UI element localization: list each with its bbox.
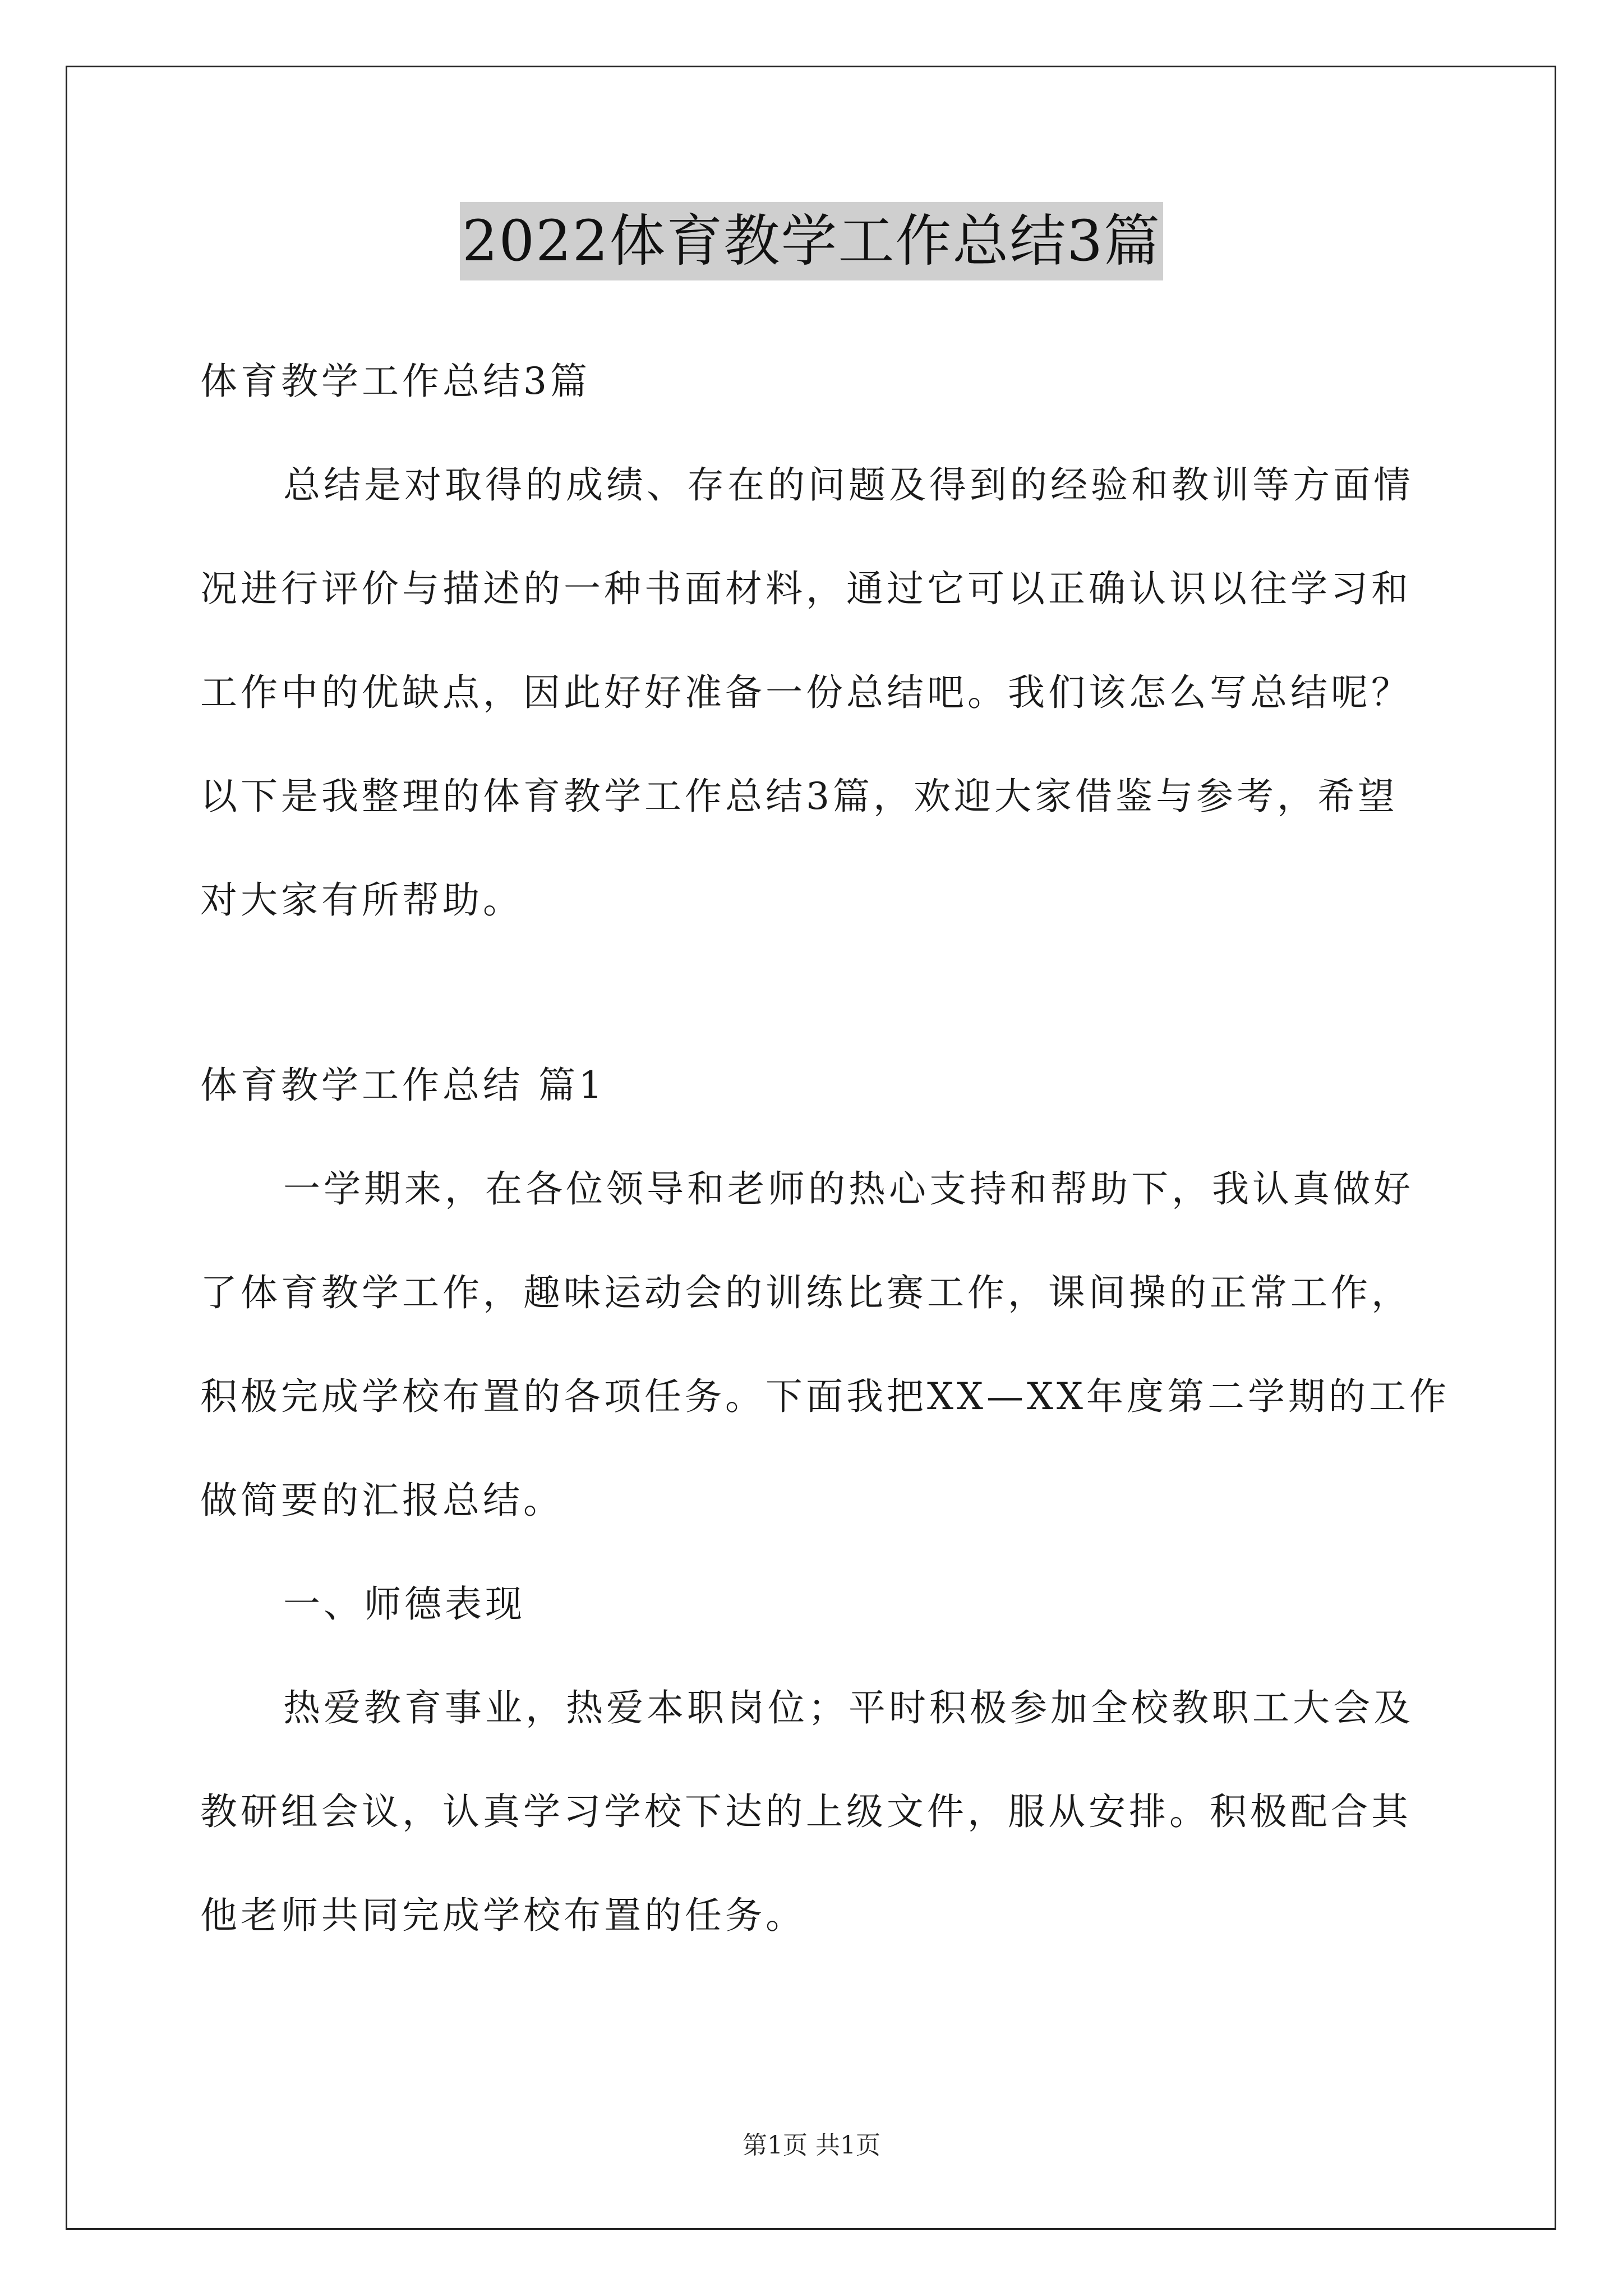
paragraph-line: 一学期来，在各位领导和老师的热心支持和帮助下，我认真做好: [283, 1167, 1414, 1211]
paragraph-line: 做简要的汇报总结。: [200, 1479, 564, 1522]
document-title: 2022体育教学工作总结3篇: [460, 202, 1163, 280]
intro-line: 以下是我整理的体育教学工作总结3篇，欢迎大家借鉴与参考，希望: [200, 775, 1398, 818]
title-container: [0, 202, 1623, 280]
intro-line: 工作中的优缺点，因此好好准备一份总结吧。我们该怎么写总结呢？: [200, 671, 1412, 714]
document-subtitle: 体育教学工作总结3篇: [200, 360, 591, 403]
intro-line: 对大家有所帮助。: [200, 878, 523, 922]
page-footer: 第1页 共1页: [743, 2131, 880, 2160]
intro-line: 况进行评价与描述的一种书面材料，通过它可以正确认识以往学习和: [200, 567, 1412, 610]
paragraph-line: 了体育教学工作，趣味运动会的训练比赛工作，课间操的正常工作，: [200, 1271, 1412, 1314]
paragraph-line: 教研组会议，认真学习学校下达的上级文件，服从安排。积极配合其: [200, 1790, 1412, 1833]
paragraph-line: 他老师共同完成学校布置的任务。: [200, 1894, 806, 1937]
paragraph-line: 热爱教育事业，热爱本职岗位；平时积极参加全校教职工大会及: [283, 1686, 1414, 1729]
paragraph-line: 积极完成学校布置的各项任务。下面我把XX—XX年度第二学期的工作: [200, 1375, 1450, 1418]
intro-line: 总结是对取得的成绩、存在的问题及得到的经验和教训等方面情: [283, 463, 1414, 507]
sub-heading: 一、师德表现: [283, 1582, 525, 1626]
section-title: 体育教学工作总结 篇1: [200, 1064, 606, 1107]
